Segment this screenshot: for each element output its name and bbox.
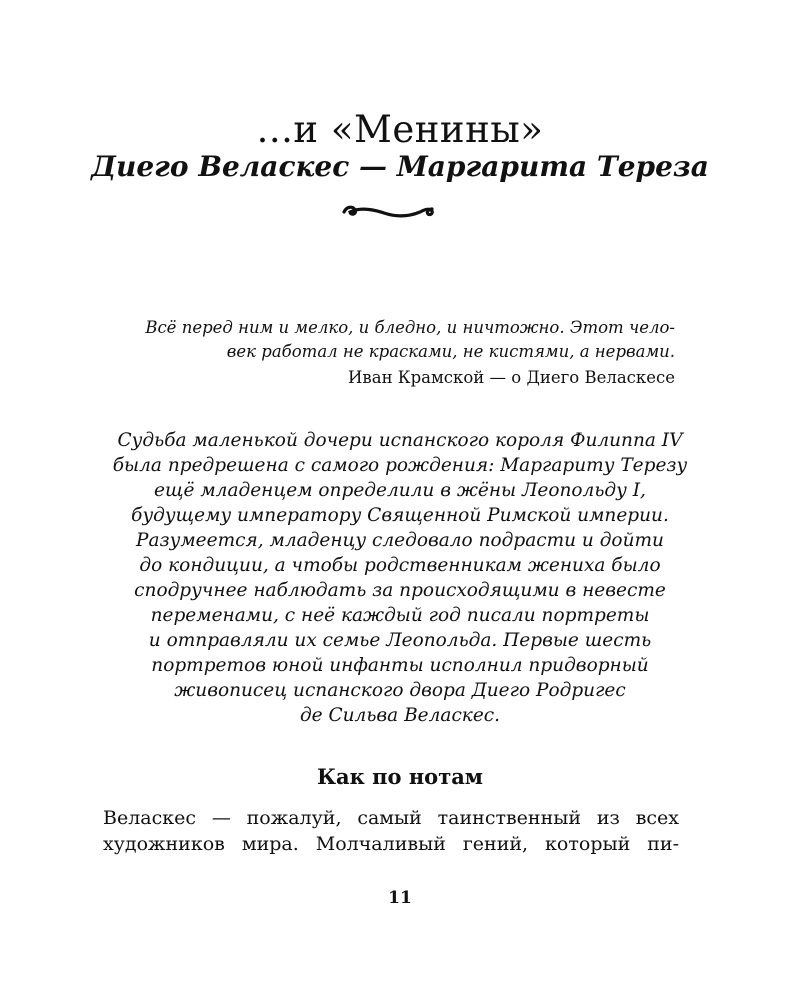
lead-line: живописец испанского двора Диего Родригес [174,680,626,701]
lead-line: до кондиции, а чтобы родственникам жениха было [139,555,661,576]
lead-line: портретов юной инфанты исполнил придворный [151,655,649,676]
body-line: художников мира. Молчаливый гений, который пи- [103,833,679,855]
epigraph [100,316,675,390]
epigraph-line: век работал не красками, не кистями, а нервами. [226,342,675,361]
chapter-subtitle: Диего Веласкес — Маргарита Тереза [91,150,709,183]
epigraph-text [100,316,675,364]
lead-line: ещё младенцем определили в жёны Леопольду I, [154,480,646,501]
epigraph-attribution: Иван Крамской — о Диего Веласкесе [348,368,675,387]
lead-paragraph [100,428,700,728]
lead-line: переменами, с неё каждый год писали портреты [150,605,650,626]
lead-line: будущему императору Священной Римской империи. [131,505,669,526]
section-heading: Как по нотам [316,764,484,789]
body-paragraph [103,805,679,857]
page-number: 11 [388,888,412,908]
swash-ornament-icon [338,198,438,224]
lead-line: была предрешена с самого рождения: Маргариту Терезу [112,455,688,476]
lead-line: Судьба маленькой дочери испанского короля Филиппа IV [117,430,683,451]
lead-line: Разумеется, младенцу следовало подрасти и дойти [136,530,664,551]
epigraph-line: Всё перед ним и мелко, и бледно, и ничтожно. Этот чело- [145,318,675,337]
chapter-title: ...и «Менины» [256,108,544,151]
lead-line: и отправляли их семье Леопольда. Первые шесть [148,630,652,651]
lead-line: де Сильва Веласкес. [299,705,501,726]
body-line: Веласкес — пожалуй, самый таинственный из всех [103,807,679,829]
lead-line: сподручнее наблюдать за происходящими в невесте [134,580,666,601]
